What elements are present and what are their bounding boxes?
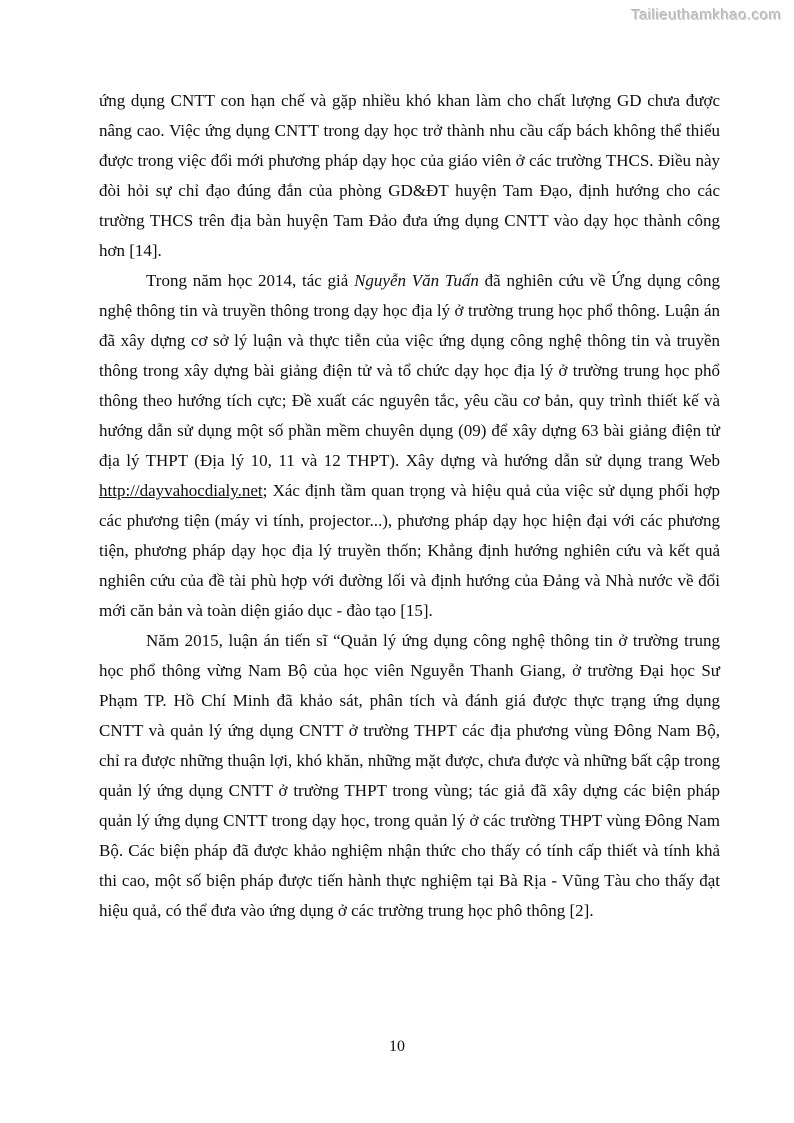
page-number: 10 [389,1038,405,1055]
paragraph-2 [99,266,720,626]
author-name-italic: Nguyễn Văn Tuấn [354,271,479,290]
text-segment: đã nghiên cứu về Ứng dụng công nghệ thông tin và truyền thông trong dạy học địa lý ở trường trung học phổ thông. Luận án đã xây dựng cơ sở lý luận và thực tiễn của việc ứng dụng công nghệ thông tin và truyền thông trong xây dựng bài giảng điện tử và tổ chức dạy học địa lý ở trường trung học phổ thông theo hướng tích cực; Đề xuất các nguyên tắc, yêu cầu cơ bản, quy trình thiết kế và hướng dẫn sử dụng một số phần mềm chuyên dụng (09) để xây dựng 63 bài giảng điện tử địa lý THPT (Địa lý 10, 11 và 12 THPT). Xây dựng và hướng dẫn sử dụng trang Web [99,271,720,470]
dayvahocdialy-link[interactable]: http://dayvahocdialy.net [99,481,263,500]
watermark: Tailieuthamkhao.com [631,7,782,24]
paragraph-3 [99,626,720,926]
text-segment: ; Xác định tầm quan trọng và hiệu quả của việc sử dụng phối hợp các phương tiện (máy vi tính, projector...), phương pháp dạy học hiện đại với các phương tiện, phương pháp dạy học địa lý truyền thốn; Khẳng định hướng nghiên cứu và kết quả nghiên cứu của đề tài phù hợp với đường lối và định hướng của Đảng và Nhà nước về đổi mới căn bản và toàn diện giáo dục - đào tạo [15]. [99,481,720,620]
text-segment: ứng dụng CNTT con hạn chế và gặp nhiều khó khan làm cho chất lượng GD chưa được nâng cao. Việc ứng dụng CNTT trong dạy học trở thành nhu cầu cấp bách không thể thiếu được trong việc đổi mới phương pháp dạy học của giáo viên ở các trường THCS. Điều này đòi hỏi sự chỉ đạo đúng đắn của phòng GD&ĐT huyện Tam Đạo, định hướng cho các trường THCS trên địa bàn huyện Tam Đảo đưa ứng dụng CNTT vào dạy học thành công hơn [14]. [99,91,720,260]
page-body [99,86,720,926]
text-segment: Năm 2015, luận án tiến sĩ “Quản lý ứng dụng công nghệ thông tin ở trường trung học phổ thông vừng Nam Bộ của học viên Nguyễn Thanh Giang, ở trường Đại học Sư Phạm TP. Hồ Chí Minh đã khảo sát, phân tích và đánh giá được thực trạng ứng dụng CNTT và quản lý ứng dụng CNTT ở trường THPT các địa phương vùng Đông Nam Bộ, chỉ ra được những thuận lợi, khó khăn, những mặt được, chưa được và những bất cập trong quản lý ứng dụng CNTT ở trường THPT trong vùng; tác giả đã xây dựng các biện pháp quản lý ứng dụng CNTT trong dạy học, trong quản lý ở các trường THPT vùng Đông Nam Bộ. Các biện pháp đã được khảo nghiệm nhận thức cho thấy có tính cấp thiết và tính khả thi cao, một số biện pháp được tiến hành thực nghiệm tại Bà Rịa - Vũng Tàu cho thấy đạt hiệu quả, có thể đưa vào ứng dụng ở các trường trung học phô thông [2]. [99,631,720,920]
paragraph-1 [99,86,720,266]
text-segment: Trong năm học 2014, tác giả [146,271,355,290]
